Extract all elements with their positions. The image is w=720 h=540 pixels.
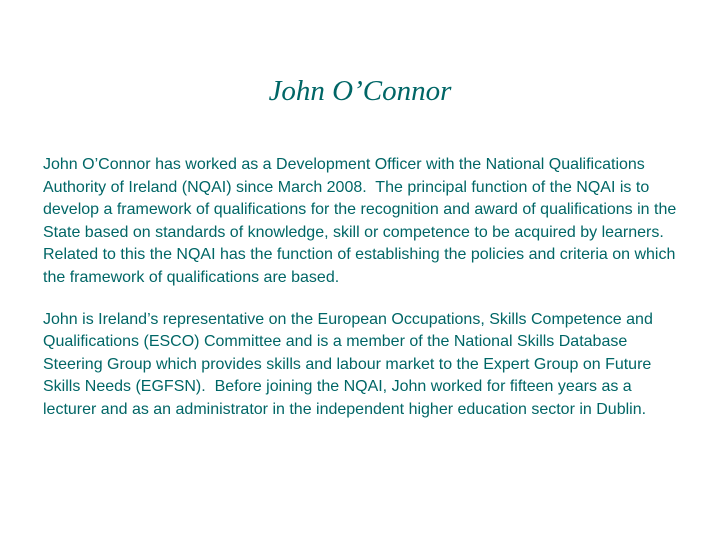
paragraph-development-officer: John O’Connor has worked as a Development Officer with the National Qualifications Authority of Ireland (NQAI) since March 2008. The principal function of the NQAI is to develop a framework of qualifications for the recognition and award of qualifications in the State based on standards of knowledge, skill or competence to be acquired by learners. Related to this the NQAI has the function of establishing the policies and criteria on which the framework of qualifications are based. — [43, 156, 681, 286]
slide-body — [43, 154, 683, 441]
paragraph-esco-representative: John is Ireland’s representative on the European Occupations, Skills Competence and Qualifications (ESCO) Committee and is a member of the National Skills Database Steering Group which provides skills and labour market to the Expert Group on Future Skills Needs (EGFSN). Before joining the NQAI, John worked for fifteen years as a lecturer and as an administrator in the independent higher education sector in Dublin. — [43, 310, 658, 418]
slide-title: John O’Connor — [268, 75, 452, 107]
